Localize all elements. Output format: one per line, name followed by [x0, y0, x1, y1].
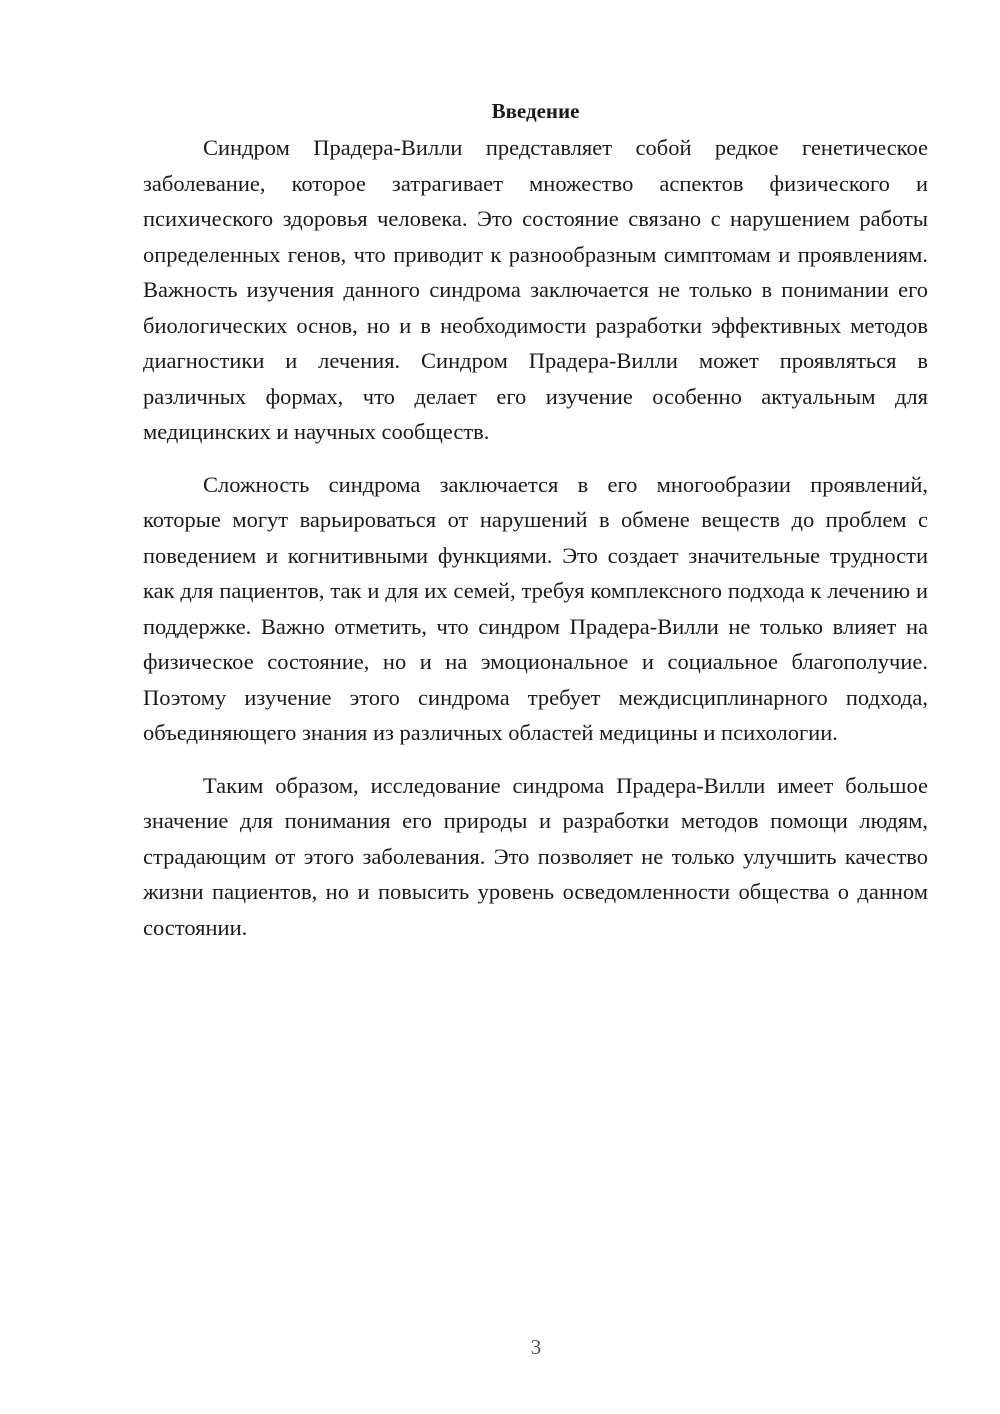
section-heading: Введение — [491, 99, 580, 123]
paragraph-1: Синдром Прадера-Вилли представляет собой редкое генетическое заболевание, которое затрагивает множество аспектов физического и психического здоровья человека. Это состояние связано с нарушением работы определенных генов, что приводит к разнообразным симптомам и проявлениям. Важность изучения данного синдрома заключается не только в понимании его биологических основ, но и в необходимости разработки эффективных методов диагностики и лечения. Синдром Прадера-Вилли может проявляться в различных формах, что делает его изучение особенно актуальным для медицинских и научных сообществ. — [143, 135, 928, 444]
page-number: 3 — [530, 1335, 542, 1359]
paragraph-2: Сложность синдрома заключается в его многообразии проявлений, которые могут варьироваться от нарушений в обмене веществ до проблем с поведением и когнитивными функциями. Это создает значительные трудности как для пациентов, так и для их семей, требуя комплексного подхода к лечению и поддержке. Важно отметить, что синдром Прадера-Вилли не только влияет на физическое состояние, но и на эмоциональное и социальное благополучие. Поэтому изучение этого синдрома требует междисциплинарного подхода, объединяющего знания из различных областей медицины и психологии. — [143, 471, 928, 745]
page-body — [143, 96, 928, 962]
paragraph-3: Таким образом, исследование синдрома Прадера-Вилли имеет большое значение для понимания его природы и разработки методов помощи людям, страдающим от этого заболевания. Это позволяет не только улучшить качество жизни пациентов, но и повысить уровень осведомленности общества о данном состоянии. — [143, 772, 928, 940]
